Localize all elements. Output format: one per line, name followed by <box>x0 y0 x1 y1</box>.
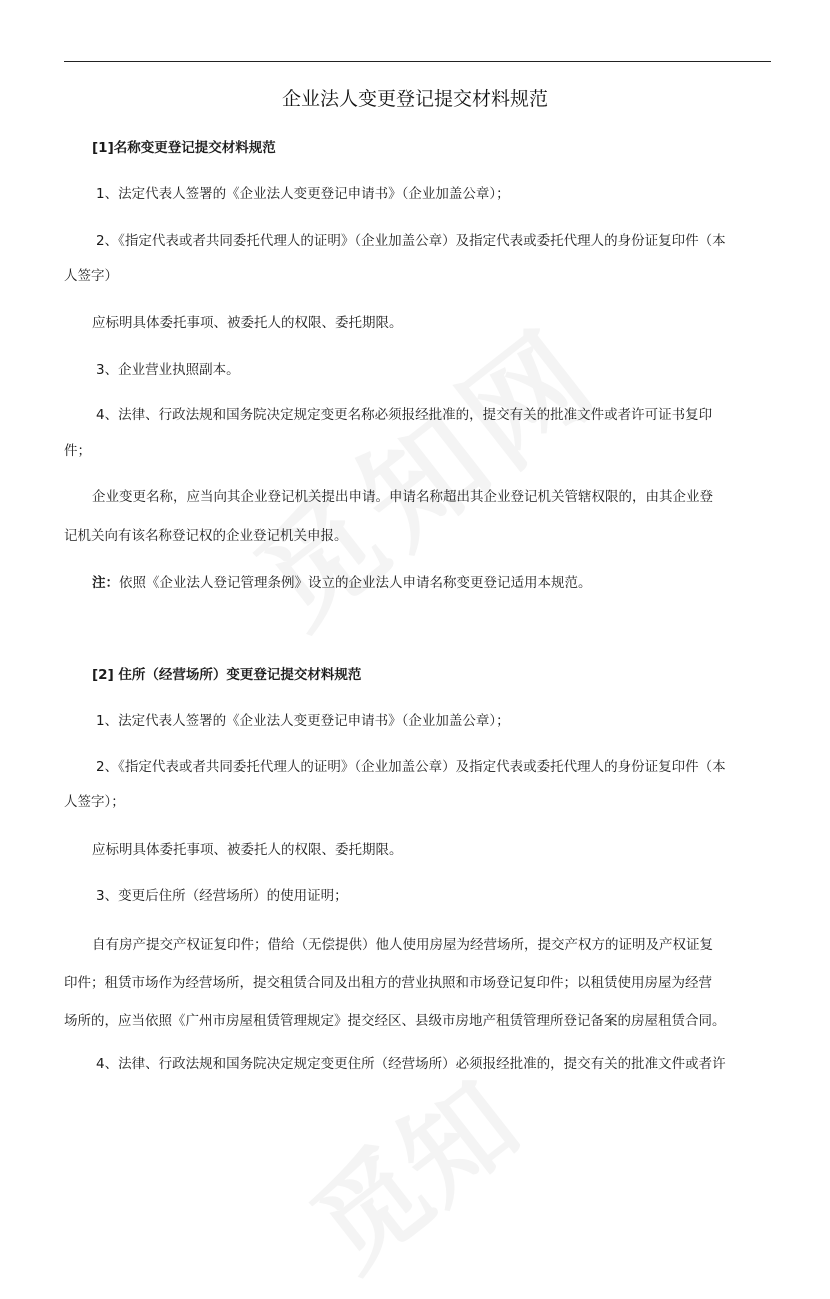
section2-para-line2: 印件；租赁市场作为经营场所，提交租赁合同及出租方的营业执照和市场登记复印件；以租赁使用房屋为经营 <box>64 975 712 991</box>
section1-footnote <box>92 573 592 593</box>
section1-item1: 1、法定代表人签署的《企业法人变更登记申请书》（企业加盖公章）； <box>96 186 510 202</box>
section2-para-line1: 自有房产提交产权证复印件；借给（无偿提供）他人使用房屋为经营场所，提交产权方的证明及产权证复 <box>92 937 713 953</box>
section2-item1: 1、法定代表人签署的《企业法人变更登记申请书》（企业加盖公章）； <box>96 713 510 729</box>
section1-item4-line2: 件； <box>64 443 91 459</box>
section1-note: 应标明具体委托事项、被委托人的权限、委托期限。 <box>92 315 403 331</box>
section2-note: 应标明具体委托事项、被委托人的权限、委托期限。 <box>92 842 403 858</box>
section2-heading: [2] 住所（经营场所）变更登记提交材料规范 <box>92 667 362 683</box>
section1-item2-line1: 2、《指定代表或者共同委托代理人的证明》（企业加盖公章）及指定代表或委托代理人的身份证复印件（本 <box>96 233 726 249</box>
header-rule <box>64 61 771 62</box>
section2-item2-line1: 2、《指定代表或者共同委托代理人的证明》（企业加盖公章）及指定代表或委托代理人的身份证复印件（本 <box>96 759 726 775</box>
section1-item4-line1: 4、法律、行政法规和国务院决定规定变更名称必须报经批准的，提交有关的批准文件或者许可证书复印 <box>96 407 713 423</box>
section1-para-line2: 记机关向有该名称登记权的企业登记机关申报。 <box>64 528 348 544</box>
section1-item2-line2: 人签字） <box>64 268 118 284</box>
note-label: 注： <box>92 575 119 591</box>
section2-item4-line1: 4、法律、行政法规和国务院决定规定变更住所（经营场所）必须报经批准的，提交有关的批准文件或者许 <box>96 1056 726 1072</box>
watermark-bottom <box>275 1039 546 1299</box>
section2-item2-line2: 人签字）； <box>64 794 125 810</box>
section1-heading: [1]名称变更登记提交材料规范 <box>92 140 276 156</box>
section1-para-line1: 企业变更名称，应当向其企业登记机关提出申请。申请名称超出其企业登记机关管辖权限的，由其企业登 <box>92 489 713 505</box>
section2-item3: 3、变更后住所（经营场所）的使用证明； <box>96 888 348 904</box>
note-text: 依照《企业法人登记管理条例》设立的企业法人申请名称变更登记适用本规范。 <box>119 575 592 591</box>
section1-item3: 3、企业营业执照副本。 <box>96 362 240 378</box>
section2-para-line3: 场所的，应当依照《广州市房屋租赁管理规定》提交经区、县级市房地产租赁管理所登记备案的房屋租赁合同。 <box>64 1013 726 1029</box>
page-title: 企业法人变更登记提交材料规范 <box>281 88 548 110</box>
